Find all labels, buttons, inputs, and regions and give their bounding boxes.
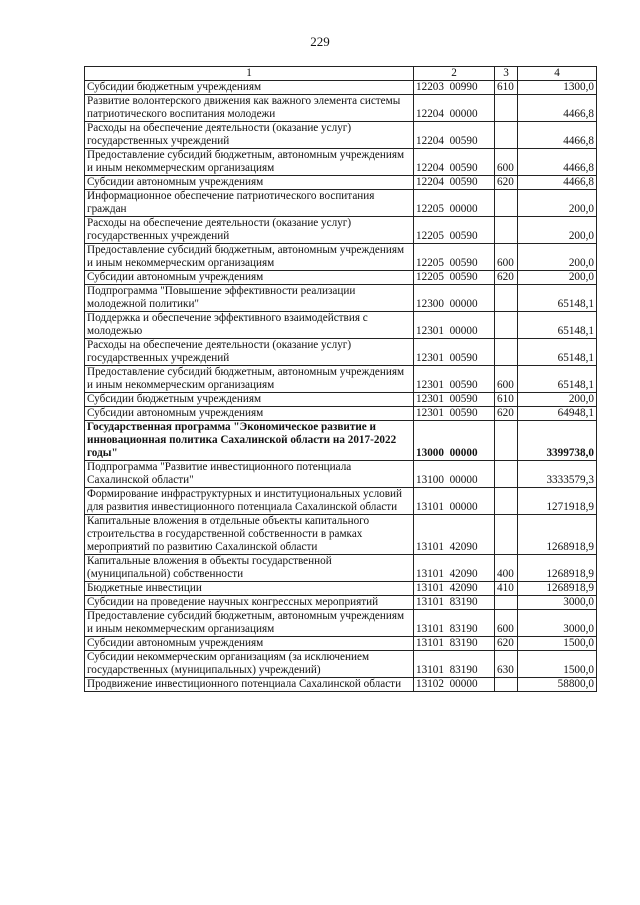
row-amount: 65148,1	[518, 285, 597, 312]
row-expense-type: 620	[495, 407, 518, 421]
table-row	[85, 596, 597, 610]
row-code: 12205 00000	[414, 190, 495, 217]
row-amount: 200,0	[518, 393, 597, 407]
row-expense-type	[495, 122, 518, 149]
row-amount: 64948,1	[518, 407, 597, 421]
table-row	[85, 555, 597, 582]
row-description: Бюджетные инвестиции	[85, 582, 414, 596]
row-code: 12204 00590	[414, 176, 495, 190]
row-description: Субсидии на проведение научных конгрессных мероприятий	[85, 596, 414, 610]
table-body	[85, 81, 597, 692]
row-expense-type: 630	[495, 651, 518, 678]
table-row	[85, 271, 597, 285]
row-expense-type	[495, 95, 518, 122]
row-amount: 3333579,3	[518, 461, 597, 488]
row-description: Подпрограмма "Развитие инвестиционного потенциала Сахалинской области"	[85, 461, 414, 488]
table-row	[85, 651, 597, 678]
table-row	[85, 610, 597, 637]
row-expense-type	[495, 339, 518, 366]
row-code: 13000 00000	[414, 421, 495, 461]
row-code: 13101 00000	[414, 488, 495, 515]
row-code: 12301 00000	[414, 312, 495, 339]
table-row	[85, 393, 597, 407]
row-amount: 200,0	[518, 271, 597, 285]
row-code: 13102 00000	[414, 678, 495, 692]
row-code: 13101 42090	[414, 515, 495, 555]
budget-table	[84, 66, 597, 692]
row-amount: 4466,8	[518, 122, 597, 149]
table-row	[85, 149, 597, 176]
row-code: 13100 00000	[414, 461, 495, 488]
row-amount: 1300,0	[518, 81, 597, 95]
row-description: Субсидии автономным учреждениям	[85, 637, 414, 651]
table-row	[85, 678, 597, 692]
header-col-1: 1	[85, 67, 414, 81]
row-amount: 3000,0	[518, 596, 597, 610]
table-row	[85, 366, 597, 393]
row-description: Расходы на обеспечение деятельности (оказание услуг) государственных учреждений	[85, 217, 414, 244]
row-expense-type	[495, 678, 518, 692]
row-expense-type: 610	[495, 81, 518, 95]
row-expense-type	[495, 421, 518, 461]
row-expense-type: 620	[495, 271, 518, 285]
row-expense-type: 600	[495, 610, 518, 637]
row-code: 13101 83190	[414, 651, 495, 678]
row-code: 12301 00590	[414, 339, 495, 366]
row-description: Субсидии некоммерческим организациям (за исключением государственных (муниципальных) учреждений)	[85, 651, 414, 678]
row-expense-type: 600	[495, 244, 518, 271]
table-row	[85, 312, 597, 339]
table-row	[85, 176, 597, 190]
row-amount: 58800,0	[518, 678, 597, 692]
row-expense-type: 610	[495, 393, 518, 407]
row-description: Подпрограмма "Повышение эффективности реализации молодежной политики"	[85, 285, 414, 312]
table-row	[85, 637, 597, 651]
row-amount: 200,0	[518, 217, 597, 244]
row-code: 12204 00590	[414, 122, 495, 149]
row-code: 13101 42090	[414, 555, 495, 582]
row-amount: 4466,8	[518, 95, 597, 122]
row-amount: 3000,0	[518, 610, 597, 637]
row-amount: 4466,8	[518, 149, 597, 176]
row-amount: 65148,1	[518, 366, 597, 393]
row-amount: 4466,8	[518, 176, 597, 190]
row-code: 12203 00990	[414, 81, 495, 95]
row-expense-type	[495, 285, 518, 312]
row-description: Поддержка и обеспечение эффективного взаимодействия с молодежью	[85, 312, 414, 339]
row-description: Капитальные вложения в объекты государственной (муниципальной) собственности	[85, 555, 414, 582]
row-description: Развитие волонтерского движения как важного элемента системы патриотического воспитания молодежи	[85, 95, 414, 122]
row-expense-type	[495, 217, 518, 244]
row-description: Государственная программа "Экономическое развитие и инновационная политика Сахалинской области на 2017-2022 годы"	[85, 421, 414, 461]
row-expense-type: 620	[495, 637, 518, 651]
table-row	[85, 488, 597, 515]
row-code: 13101 83190	[414, 596, 495, 610]
table-row	[85, 244, 597, 271]
row-amount: 1271918,9	[518, 488, 597, 515]
row-description: Субсидии бюджетным учреждениям	[85, 393, 414, 407]
table-header-row	[85, 67, 597, 81]
row-amount: 1268918,9	[518, 555, 597, 582]
row-amount: 200,0	[518, 190, 597, 217]
header-col-3: 3	[495, 67, 518, 81]
table-row	[85, 217, 597, 244]
row-description: Предоставление субсидий бюджетным, автономным учреждениям и иным некоммерческим организациям	[85, 610, 414, 637]
row-code: 12300 00000	[414, 285, 495, 312]
table-row	[85, 122, 597, 149]
row-amount: 1268918,9	[518, 515, 597, 555]
row-description: Расходы на обеспечение деятельности (оказание услуг) государственных учреждений	[85, 122, 414, 149]
row-expense-type: 410	[495, 582, 518, 596]
row-code: 12205 00590	[414, 217, 495, 244]
row-code: 12301 00590	[414, 407, 495, 421]
row-amount: 65148,1	[518, 339, 597, 366]
table-row	[85, 339, 597, 366]
row-expense-type	[495, 488, 518, 515]
row-amount: 1500,0	[518, 637, 597, 651]
table-row	[85, 95, 597, 122]
row-code: 12205 00590	[414, 244, 495, 271]
table-row	[85, 461, 597, 488]
row-expense-type: 600	[495, 366, 518, 393]
header-col-4: 4	[518, 67, 597, 81]
row-expense-type	[495, 190, 518, 217]
row-amount: 1500,0	[518, 651, 597, 678]
row-code: 13101 83190	[414, 637, 495, 651]
row-description: Капитальные вложения в отдельные объекты капитального строительства в государственной собственности в рамках мероприятий по развитию Сахалинской области	[85, 515, 414, 555]
row-code: 12301 00590	[414, 366, 495, 393]
row-code: 12205 00590	[414, 271, 495, 285]
row-code: 12301 00590	[414, 393, 495, 407]
row-description: Субсидии автономным учреждениям	[85, 407, 414, 421]
table-row	[85, 285, 597, 312]
row-description: Субсидии бюджетным учреждениям	[85, 81, 414, 95]
row-code: 12204 00000	[414, 95, 495, 122]
row-description: Продвижение инвестиционного потенциала Сахалинской области	[85, 678, 414, 692]
row-amount: 1268918,9	[518, 582, 597, 596]
page-number: 229	[310, 34, 330, 49]
table-row	[85, 81, 597, 95]
row-description: Субсидии автономным учреждениям	[85, 176, 414, 190]
row-description: Формирование инфраструктурных и институциональных условий для развития инвестиционного потенциала Сахалинской области	[85, 488, 414, 515]
row-amount: 3399738,0	[518, 421, 597, 461]
table-row	[85, 421, 597, 461]
row-description: Предоставление субсидий бюджетным, автономным учреждениям и иным некоммерческим организациям	[85, 149, 414, 176]
row-description: Предоставление субсидий бюджетным, автономным учреждениям и иным некоммерческим организациям	[85, 244, 414, 271]
row-description: Предоставление субсидий бюджетным, автономным учреждениям и иным некоммерческим организациям	[85, 366, 414, 393]
row-code: 13101 83190	[414, 610, 495, 637]
row-amount: 200,0	[518, 244, 597, 271]
table-row	[85, 190, 597, 217]
row-description: Субсидии автономным учреждениям	[85, 271, 414, 285]
row-expense-type: 400	[495, 555, 518, 582]
row-code: 12204 00590	[414, 149, 495, 176]
table-row	[85, 407, 597, 421]
table-row	[85, 582, 597, 596]
row-expense-type	[495, 515, 518, 555]
row-amount: 65148,1	[518, 312, 597, 339]
row-expense-type	[495, 596, 518, 610]
row-description: Информационное обеспечение патриотического воспитания граждан	[85, 190, 414, 217]
row-code: 13101 42090	[414, 582, 495, 596]
row-expense-type: 620	[495, 176, 518, 190]
header-col-2: 2	[414, 67, 495, 81]
table-row	[85, 515, 597, 555]
row-expense-type	[495, 312, 518, 339]
row-description: Расходы на обеспечение деятельности (оказание услуг) государственных учреждений	[85, 339, 414, 366]
row-expense-type: 600	[495, 149, 518, 176]
row-expense-type	[495, 461, 518, 488]
